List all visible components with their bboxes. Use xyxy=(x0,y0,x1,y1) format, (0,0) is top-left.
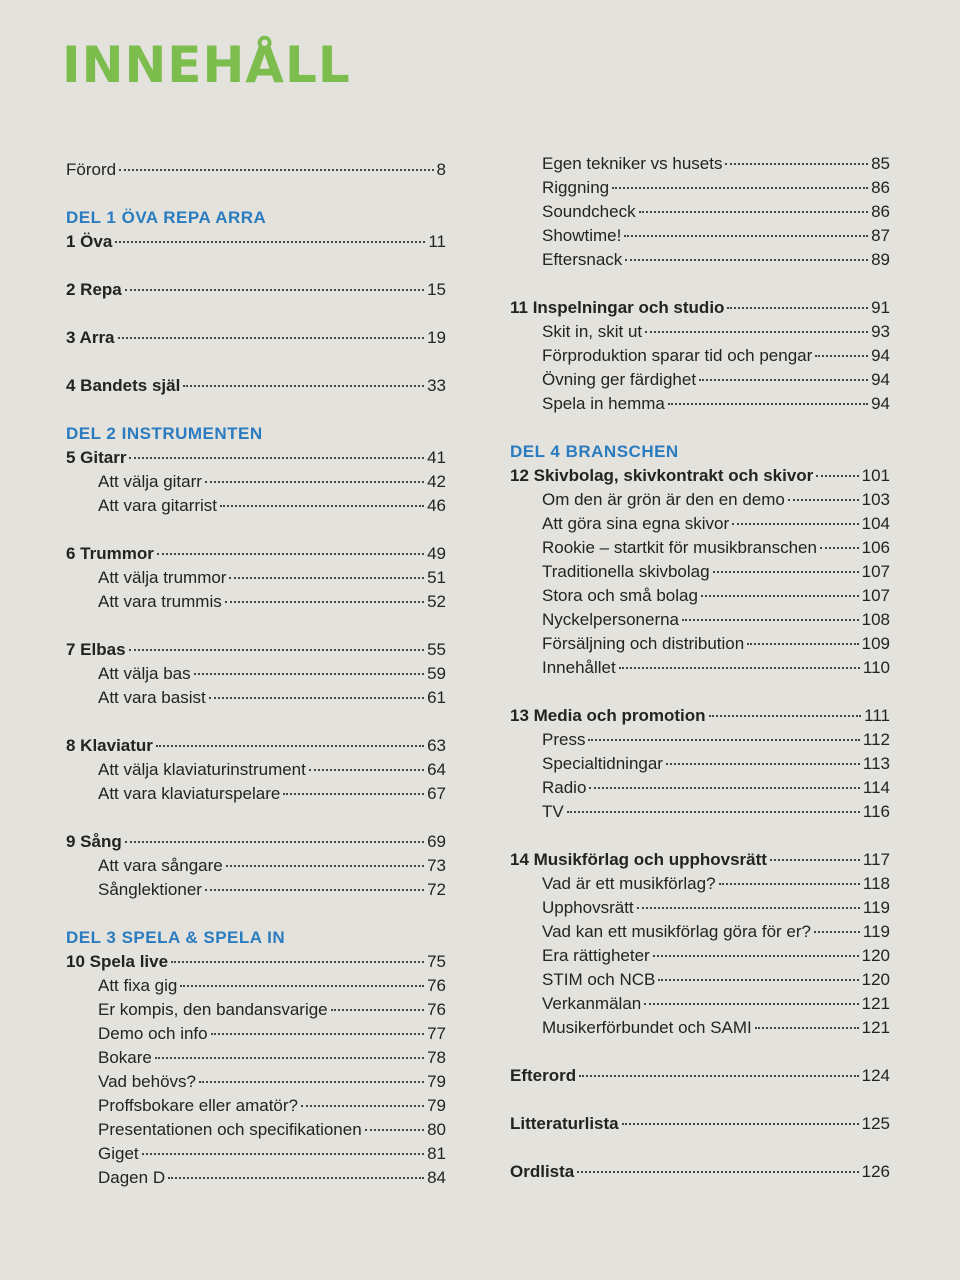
dot-leader xyxy=(567,811,860,813)
toc-subsection xyxy=(66,854,446,878)
dot-leader xyxy=(653,955,859,957)
page-number: 117 xyxy=(862,850,890,869)
entry-title: Att vara gitarrist xyxy=(98,496,218,515)
dot-leader xyxy=(644,1003,858,1005)
entry-title: TV xyxy=(542,802,564,821)
page-number: 51 xyxy=(427,568,446,587)
entry-title: Eftersnack xyxy=(542,250,623,269)
toc-chapter xyxy=(66,278,446,302)
spacer xyxy=(510,1136,890,1160)
entry-title: 12 Skivbolag, skivkontrakt och skivor xyxy=(510,466,814,485)
toc-chapter xyxy=(510,1160,890,1184)
dot-leader xyxy=(639,211,869,213)
toc-right-column xyxy=(510,152,890,1184)
entry-title: Att vara sångare xyxy=(98,856,223,875)
entry-title: Giget xyxy=(98,1144,139,1163)
page-number: 69 xyxy=(427,832,446,851)
dot-leader xyxy=(668,403,868,405)
toc-chapter xyxy=(66,446,446,470)
page-number: 85 xyxy=(871,154,890,173)
entry-title: 8 Klaviatur xyxy=(66,736,153,755)
page-number: 93 xyxy=(871,322,890,341)
toc-subsection xyxy=(66,1142,446,1166)
page-number: 107 xyxy=(861,562,890,581)
toc-subsection xyxy=(510,176,890,200)
dot-leader xyxy=(619,667,860,669)
dot-leader xyxy=(709,715,862,717)
toc-subsection xyxy=(66,1166,446,1190)
dot-leader xyxy=(142,1153,424,1155)
dot-leader xyxy=(225,601,424,603)
toc-chapter xyxy=(510,1112,890,1136)
dot-leader xyxy=(682,619,859,621)
spacer xyxy=(66,902,446,926)
dot-leader xyxy=(157,553,424,555)
spacer xyxy=(66,398,446,422)
toc-subsection xyxy=(510,152,890,176)
toc-chapter xyxy=(510,704,890,728)
toc-subsection xyxy=(66,470,446,494)
page-number: 84 xyxy=(427,1168,446,1187)
page-number: 80 xyxy=(427,1120,446,1139)
page-number: 72 xyxy=(427,880,446,899)
toc-chapter xyxy=(66,638,446,662)
page-number: 94 xyxy=(871,346,890,365)
dot-leader xyxy=(211,1033,424,1035)
toc-subsection xyxy=(510,392,890,416)
page-number: 67 xyxy=(427,784,446,803)
entry-title: Egen tekniker vs husets xyxy=(542,154,723,173)
entry-title: Vad kan ett musikförlag göra för er? xyxy=(542,922,811,941)
entry-title: Innehållet xyxy=(542,658,616,677)
dot-leader xyxy=(732,523,859,525)
page-number: 106 xyxy=(861,538,890,557)
toc-subsection xyxy=(66,494,446,518)
toc-subsection xyxy=(66,782,446,806)
entry-title: Traditionella skivbolag xyxy=(542,562,710,581)
entry-title: Att göra sina egna skivor xyxy=(542,514,730,533)
dot-leader xyxy=(229,577,424,579)
dot-leader xyxy=(199,1081,424,1083)
toc-subsection xyxy=(510,344,890,368)
toc-subsection xyxy=(510,488,890,512)
dot-leader xyxy=(579,1075,859,1077)
dot-leader xyxy=(183,385,424,387)
entry-title: Skit in, skit ut xyxy=(542,322,643,341)
dot-leader xyxy=(815,355,868,357)
entry-title: Om den är grön är den en demo xyxy=(542,490,785,509)
dot-leader xyxy=(129,457,424,459)
toc-subsection xyxy=(510,320,890,344)
dot-leader xyxy=(622,1123,859,1125)
dot-leader xyxy=(814,931,860,933)
page-number: 108 xyxy=(861,610,890,629)
page-number: 119 xyxy=(862,898,890,917)
entry-title: 5 Gitarr xyxy=(66,448,127,467)
toc-subsection xyxy=(66,1046,446,1070)
page-number: 77 xyxy=(427,1024,446,1043)
toc-subsection xyxy=(510,920,890,944)
dot-leader xyxy=(283,793,424,795)
toc-chapter xyxy=(66,542,446,566)
entry-title: 9 Sång xyxy=(66,832,122,851)
dot-leader xyxy=(309,769,424,771)
dot-leader xyxy=(205,889,424,891)
page-number: 126 xyxy=(861,1162,890,1181)
page-number: 119 xyxy=(862,922,890,941)
entry-title: Upphovsrätt xyxy=(542,898,634,917)
page-number: 76 xyxy=(427,976,446,995)
dot-leader xyxy=(645,331,868,333)
dot-leader xyxy=(637,907,860,909)
toc-subsection xyxy=(510,944,890,968)
dot-leader xyxy=(209,697,424,699)
entry-title: 4 Bandets själ xyxy=(66,376,181,395)
entry-title: Radio xyxy=(542,778,587,797)
entry-title: Att vara basist xyxy=(98,688,206,707)
toc-subsection xyxy=(510,992,890,1016)
toc-chapter xyxy=(66,734,446,758)
dot-leader xyxy=(658,979,858,981)
page-number: 121 xyxy=(861,1018,890,1037)
toc-subsection xyxy=(510,752,890,776)
entry-title: 11 Inspelningar och studio xyxy=(510,298,725,317)
dot-leader xyxy=(625,259,868,261)
entry-title: 14 Musikförlag och upphovsrätt xyxy=(510,850,767,869)
toc-subsection xyxy=(510,200,890,224)
entry-title: Förproduktion sparar tid och pengar xyxy=(542,346,813,365)
dot-leader xyxy=(125,841,424,843)
entry-title: Att välja klaviaturinstrument xyxy=(98,760,306,779)
page-number: 79 xyxy=(427,1072,446,1091)
toc-subsection xyxy=(510,968,890,992)
toc-subsection xyxy=(510,608,890,632)
toc-subsection xyxy=(510,800,890,824)
page-number: 116 xyxy=(862,802,890,821)
entry-title: Litteraturlista xyxy=(510,1114,619,1133)
entry-title: 6 Trummor xyxy=(66,544,154,563)
page-number: 78 xyxy=(427,1048,446,1067)
toc-chapter xyxy=(66,950,446,974)
entry-title: Att välja bas xyxy=(98,664,191,683)
page-number: 76 xyxy=(427,1000,446,1019)
dot-leader xyxy=(115,241,425,243)
page-number: 94 xyxy=(871,370,890,389)
spacer xyxy=(66,182,446,206)
entry-title: Att välja gitarr xyxy=(98,472,202,491)
entry-title: Showtime! xyxy=(542,226,622,245)
toc-subsection xyxy=(66,974,446,998)
dot-leader xyxy=(220,505,424,507)
toc-subsection xyxy=(510,368,890,392)
page-title: INNEHÅLL xyxy=(62,36,351,94)
toc-subsection xyxy=(510,872,890,896)
page-number: 33 xyxy=(427,376,446,395)
spacer xyxy=(510,1040,890,1064)
spacer xyxy=(510,824,890,848)
dot-leader xyxy=(156,745,424,747)
toc-subsection xyxy=(66,686,446,710)
entry-title: Att välja trummor xyxy=(98,568,227,587)
page-number: 46 xyxy=(427,496,446,515)
toc-subsection xyxy=(510,776,890,800)
toc-subsection xyxy=(66,1022,446,1046)
entry-title: Vad behövs? xyxy=(98,1072,196,1091)
toc-subsection xyxy=(510,1016,890,1040)
page-number: 86 xyxy=(871,178,890,197)
page-number: 120 xyxy=(861,970,890,989)
page-number: 75 xyxy=(427,952,446,971)
entry-title: Verkanmälan xyxy=(542,994,642,1013)
spacer xyxy=(510,416,890,440)
dot-leader xyxy=(747,643,858,645)
dot-leader xyxy=(168,1177,424,1179)
page-number: 73 xyxy=(427,856,446,875)
page-number: 81 xyxy=(427,1144,446,1163)
entry-title: Att fixa gig xyxy=(98,976,178,995)
entry-title: Att vara trummis xyxy=(98,592,222,611)
part-heading: DEL 3 SPELA & SPELA IN xyxy=(66,928,286,947)
page-number: 124 xyxy=(861,1066,890,1085)
toc-subsection xyxy=(66,662,446,686)
page-number: 63 xyxy=(427,736,446,755)
page-number: 79 xyxy=(427,1096,446,1115)
entry-title: Att vara klaviaturspelare xyxy=(98,784,281,803)
dot-leader xyxy=(365,1129,424,1131)
entry-title: Presentationen och specifikationen xyxy=(98,1120,362,1139)
entry-title: Rookie – startkit för musikbranschen xyxy=(542,538,817,557)
entry-title: Demo och info xyxy=(98,1024,208,1043)
toc-subsection xyxy=(66,998,446,1022)
dot-leader xyxy=(624,235,868,237)
dot-leader xyxy=(205,481,424,483)
toc-subsection xyxy=(66,878,446,902)
spacer xyxy=(66,806,446,830)
dot-leader xyxy=(588,739,859,741)
dot-leader xyxy=(713,571,859,573)
entry-title: Bokare xyxy=(98,1048,152,1067)
entry-title: 7 Elbas xyxy=(66,640,126,659)
entry-title: Nyckelpersonerna xyxy=(542,610,680,629)
entry-title: Övning ger färdighet xyxy=(542,370,697,389)
dot-leader xyxy=(755,1027,859,1029)
page-number: 109 xyxy=(861,634,890,653)
dot-leader xyxy=(820,547,859,549)
toc-subsection xyxy=(510,896,890,920)
page-number: 111 xyxy=(864,706,890,725)
page-number: 114 xyxy=(862,778,890,797)
dot-leader xyxy=(612,187,868,189)
spacer xyxy=(66,302,446,326)
entry-title: Er kompis, den bandansvarige xyxy=(98,1000,328,1019)
dot-leader xyxy=(119,169,433,171)
page-number: 89 xyxy=(871,250,890,269)
toc-chapter xyxy=(510,1064,890,1088)
toc-subsection xyxy=(66,1118,446,1142)
dot-leader xyxy=(301,1105,424,1107)
page-number: 41 xyxy=(427,448,446,467)
toc-subsection xyxy=(510,224,890,248)
entry-title: Dagen D xyxy=(98,1168,166,1187)
dot-leader xyxy=(194,673,424,675)
dot-leader xyxy=(725,163,868,165)
page-number: 112 xyxy=(862,730,890,749)
dot-leader xyxy=(727,307,868,309)
toc-chapter xyxy=(510,848,890,872)
entry-title: 3 Arra xyxy=(66,328,115,347)
dot-leader xyxy=(666,763,860,765)
dot-leader xyxy=(589,787,859,789)
toc-subsection xyxy=(66,566,446,590)
toc-subsection xyxy=(510,632,890,656)
spacer xyxy=(66,350,446,374)
spacer xyxy=(510,680,890,704)
toc-left-column xyxy=(66,158,446,1190)
page-number: 19 xyxy=(427,328,446,347)
entry-title: Vad är ett musikförlag? xyxy=(542,874,716,893)
entry-title: Riggning xyxy=(542,178,610,197)
dot-leader xyxy=(125,289,424,291)
entry-title: 13 Media och promotion xyxy=(510,706,706,725)
dot-leader xyxy=(577,1171,858,1173)
entry-title: Stora och små bolag xyxy=(542,586,698,605)
page-number: 55 xyxy=(427,640,446,659)
page-number: 11 xyxy=(428,232,446,251)
spacer xyxy=(66,518,446,542)
page-number: 87 xyxy=(871,226,890,245)
spacer xyxy=(510,272,890,296)
dot-leader xyxy=(180,985,424,987)
toc-subsection xyxy=(510,728,890,752)
page-number: 42 xyxy=(427,472,446,491)
entry-title: 1 Öva xyxy=(66,232,113,251)
page-number: 113 xyxy=(862,754,890,773)
toc-chapter xyxy=(66,326,446,350)
spacer xyxy=(66,710,446,734)
part-heading: DEL 4 BRANSCHEN xyxy=(510,442,679,461)
toc-subsection xyxy=(66,590,446,614)
spacer xyxy=(510,1088,890,1112)
dot-leader xyxy=(816,475,858,477)
page-number: 64 xyxy=(427,760,446,779)
dot-leader xyxy=(118,337,425,339)
dot-leader xyxy=(171,961,424,963)
toc-subsection xyxy=(510,248,890,272)
entry-title: Press xyxy=(542,730,586,749)
toc-chapter xyxy=(66,830,446,854)
dot-leader xyxy=(155,1057,424,1059)
toc-chapter xyxy=(510,296,890,320)
spacer xyxy=(66,614,446,638)
toc-subsection xyxy=(510,536,890,560)
page-number: 61 xyxy=(427,688,446,707)
part-heading: DEL 1 ÖVA REPA ARRA xyxy=(66,208,267,227)
toc-subsection xyxy=(510,656,890,680)
dot-leader xyxy=(701,595,859,597)
toc-subsection xyxy=(510,560,890,584)
toc-subsection xyxy=(66,758,446,782)
page-number: 107 xyxy=(861,586,890,605)
entry-title: Era rättigheter xyxy=(542,946,650,965)
dot-leader xyxy=(719,883,860,885)
page-number: 118 xyxy=(862,874,890,893)
page-number: 101 xyxy=(861,466,890,485)
entry-title: 2 Repa xyxy=(66,280,122,299)
page-number: 125 xyxy=(861,1114,890,1133)
page-number: 86 xyxy=(871,202,890,221)
toc-subsection xyxy=(66,1094,446,1118)
page-number: 52 xyxy=(427,592,446,611)
page-number: 8 xyxy=(436,160,446,179)
entry-title: Sånglektioner xyxy=(98,880,202,899)
entry-title: Proffsbokare eller amatör? xyxy=(98,1096,299,1115)
page-number: 94 xyxy=(871,394,890,413)
entry-title: STIM och NCB xyxy=(542,970,656,989)
page-number: 120 xyxy=(861,946,890,965)
dot-leader xyxy=(699,379,868,381)
entry-title: Förord xyxy=(66,160,117,179)
entry-title: Musikerförbundet och SAMI xyxy=(542,1018,752,1037)
entry-title: Specialtidningar xyxy=(542,754,663,773)
toc-subsection xyxy=(510,584,890,608)
page-number: 104 xyxy=(861,514,890,533)
dot-leader xyxy=(788,499,859,501)
toc-subsection xyxy=(66,1070,446,1094)
toc-chapter xyxy=(510,464,890,488)
toc-chapter xyxy=(66,374,446,398)
page-number: 15 xyxy=(427,280,446,299)
entry-title: Spela in hemma xyxy=(542,394,665,413)
toc-chapter xyxy=(66,158,446,182)
page-number: 110 xyxy=(862,658,890,677)
dot-leader xyxy=(129,649,425,651)
entry-title: Ordlista xyxy=(510,1162,575,1181)
entry-title: Efterord xyxy=(510,1066,577,1085)
page-number: 91 xyxy=(871,298,890,317)
entry-title: 10 Spela live xyxy=(66,952,169,971)
page-number: 121 xyxy=(861,994,890,1013)
toc-chapter xyxy=(66,230,446,254)
dot-leader xyxy=(770,859,860,861)
entry-title: Soundcheck xyxy=(542,202,636,221)
dot-leader xyxy=(226,865,424,867)
spacer xyxy=(66,254,446,278)
entry-title: Försäljning och distribution xyxy=(542,634,745,653)
page-number: 103 xyxy=(861,490,890,509)
page-number: 49 xyxy=(427,544,446,563)
page-number: 59 xyxy=(427,664,446,683)
toc-subsection xyxy=(510,512,890,536)
dot-leader xyxy=(331,1009,424,1011)
part-heading: DEL 2 INSTRUMENTEN xyxy=(66,424,263,443)
